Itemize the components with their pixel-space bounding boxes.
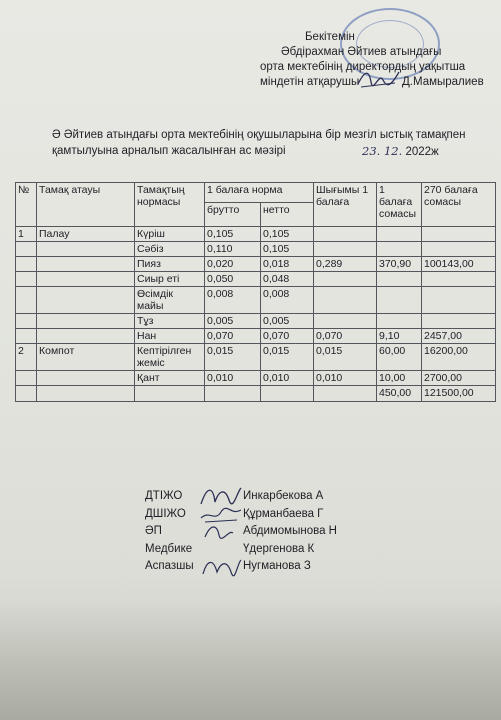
table-cell <box>16 386 37 402</box>
table-cell-brutto: 0,110 <box>205 242 261 257</box>
approval-block <box>0 0 501 100</box>
table-row <box>16 287 496 314</box>
table-cell-brutto: 0,105 <box>205 227 261 242</box>
header-sum270: 270 балаға сомасы <box>422 183 496 227</box>
table-cell-cost <box>314 314 377 329</box>
table-cell-brutto: 0,005 <box>205 314 261 329</box>
table-cell-netto: 0,010 <box>261 371 314 386</box>
signer-role: ДТІЖО <box>145 490 183 502</box>
table-header-row <box>16 183 496 203</box>
approval-line-4-name: Д.Мамыралиев <box>402 76 484 88</box>
table-cell-item: Қант <box>135 371 205 386</box>
table-row <box>16 329 496 344</box>
signer-row <box>145 490 485 508</box>
signer-role: Аспазшы <box>145 560 194 572</box>
table-cell-sum1 <box>377 242 422 257</box>
table-cell-brutto: 0,020 <box>205 257 261 272</box>
signer-row <box>145 525 485 543</box>
table-cell-dish <box>37 329 135 344</box>
table-cell-sum270 <box>422 314 496 329</box>
menu-date-handwritten: 23. 12. <box>362 144 403 158</box>
header-netto: нетто <box>261 203 314 227</box>
table-cell-brutto: 0,010 <box>205 371 261 386</box>
signer-row <box>145 508 485 526</box>
signer-name: Үдергенова К <box>243 542 315 555</box>
table-cell-netto: 0,105 <box>261 242 314 257</box>
table-cell-sum270 <box>422 272 496 287</box>
table-cell <box>135 386 205 402</box>
table-cell-num <box>16 329 37 344</box>
table-cell-sum270 <box>422 227 496 242</box>
table-cell-dish <box>37 371 135 386</box>
director-signature <box>355 66 403 90</box>
table-cell-cost <box>314 227 377 242</box>
approval-line-4-role: міндетін атқарушы <box>260 76 360 88</box>
signer-name: Нугманова З <box>243 560 311 572</box>
table-cell-dish <box>37 257 135 272</box>
table-cell-item: Тұз <box>135 314 205 329</box>
table-row <box>16 344 496 371</box>
menu-date <box>362 143 439 160</box>
table-cell-brutto: 0,050 <box>205 272 261 287</box>
table-cell-item: Нан <box>135 329 205 344</box>
menu-table <box>15 182 496 402</box>
table-cell-num <box>16 272 37 287</box>
table-cell-num <box>16 287 37 314</box>
table-cell-cost: 0,015 <box>314 344 377 371</box>
table-cell-sum1: 10,00 <box>377 371 422 386</box>
total-sum1: 450,00 <box>377 386 422 402</box>
table-cell-sum1: 60,00 <box>377 344 422 371</box>
table-cell-brutto: 0,008 <box>205 287 261 314</box>
signer-name: Абдимомынова Н <box>243 525 337 537</box>
table-cell-cost <box>314 242 377 257</box>
table-cell-netto: 0,005 <box>261 314 314 329</box>
table-cell-num <box>16 257 37 272</box>
table-cell-item: Кептірілген жеміс <box>135 344 205 371</box>
table-cell-sum1: 370,90 <box>377 257 422 272</box>
header-num: № <box>16 183 37 227</box>
table-cell-num <box>16 371 37 386</box>
header-brutto: брутто <box>205 203 261 227</box>
table-cell <box>314 386 377 402</box>
signer-row <box>145 560 485 578</box>
menu-table-body <box>16 227 496 386</box>
table-cell-netto: 0,070 <box>261 329 314 344</box>
table-row <box>16 227 496 242</box>
table-cell-sum1 <box>377 314 422 329</box>
table-cell-sum270: 16200,00 <box>422 344 496 371</box>
table-cell-dish: Палау <box>37 227 135 242</box>
table-cell-cost <box>314 272 377 287</box>
menu-title-line-1: Ә Әйтиев атындағы орта мектебінің оқушыларына бір мезгіл ыстық тамақпен <box>52 129 466 141</box>
table-cell-num <box>16 242 37 257</box>
menu-date-printed: 2022ж <box>405 146 439 158</box>
table-row <box>16 272 496 287</box>
signer-role: Медбике <box>145 542 193 555</box>
menu-title <box>52 127 482 159</box>
signer-role: ДШІЖО <box>145 507 186 520</box>
total-sum270: 121500,00 <box>422 386 496 402</box>
table-cell-sum1: 9,10 <box>377 329 422 344</box>
header-sum1: 1 балаға сомасы <box>377 183 422 227</box>
signer-row <box>145 543 485 561</box>
header-dish: Тамақ атауы <box>37 183 135 227</box>
table-cell-brutto: 0,015 <box>205 344 261 371</box>
bottom-shadow <box>0 600 501 720</box>
table-row <box>16 242 496 257</box>
table-row <box>16 314 496 329</box>
table-cell-netto: 0,018 <box>261 257 314 272</box>
table-cell-sum1 <box>377 287 422 314</box>
table-total-row <box>16 386 496 402</box>
table-cell-cost <box>314 287 377 314</box>
table-cell-dish <box>37 272 135 287</box>
table-cell-item: Өсімдік майы <box>135 287 205 314</box>
table-cell-num: 2 <box>16 344 37 371</box>
approval-line-3: орта мектебінің директордың уақытша <box>260 61 466 73</box>
table-cell-sum270 <box>422 242 496 257</box>
header-cost: Шығымы 1 балаға <box>314 183 377 227</box>
table-cell-netto: 0,105 <box>261 227 314 242</box>
table-cell-cost: 0,070 <box>314 329 377 344</box>
table-cell-sum270: 100143,00 <box>422 257 496 272</box>
table-cell-dish <box>37 242 135 257</box>
table-row <box>16 257 496 272</box>
table-cell-dish <box>37 314 135 329</box>
header-norm: Тамақтың нормасы <box>135 183 205 227</box>
table-cell-item: Сиыр еті <box>135 272 205 287</box>
table-cell <box>261 386 314 402</box>
table-cell-sum270 <box>422 287 496 314</box>
table-cell-netto: 0,015 <box>261 344 314 371</box>
table-cell-netto: 0,008 <box>261 287 314 314</box>
signature <box>199 519 243 545</box>
table-cell-num <box>16 314 37 329</box>
signature <box>199 554 243 580</box>
header-per-child: 1 балаға норма <box>205 183 314 203</box>
table-cell-netto: 0,048 <box>261 272 314 287</box>
table-cell-cost: 0,010 <box>314 371 377 386</box>
table-cell-sum1 <box>377 227 422 242</box>
table-cell-item: Пияз <box>135 257 205 272</box>
table-cell-sum270: 2700,00 <box>422 371 496 386</box>
table-cell <box>205 386 261 402</box>
signer-name: Инкарбекова А <box>243 490 324 502</box>
table-cell <box>37 386 135 402</box>
menu-title-line-2: қамтылуына арналып жасалынған ас мәзірі <box>52 145 286 157</box>
approval-line-2: Әбдірахман Әйтиев атындағы <box>281 46 442 58</box>
table-cell-num: 1 <box>16 227 37 242</box>
table-cell-brutto: 0,070 <box>205 329 261 344</box>
table-cell-sum1 <box>377 272 422 287</box>
table-cell-dish <box>37 287 135 314</box>
approval-line-1: Бекітемін <box>305 31 355 43</box>
table-cell-item: Сәбіз <box>135 242 205 257</box>
signers-block <box>145 490 485 578</box>
signer-role: ӘП <box>145 525 162 537</box>
table-row <box>16 371 496 386</box>
table-cell-sum270: 2457,00 <box>422 329 496 344</box>
table-cell-dish: Компот <box>37 344 135 371</box>
table-cell-item: Күріш <box>135 227 205 242</box>
table-cell-cost: 0,289 <box>314 257 377 272</box>
signer-name: Құрманбаева Г <box>243 507 324 520</box>
